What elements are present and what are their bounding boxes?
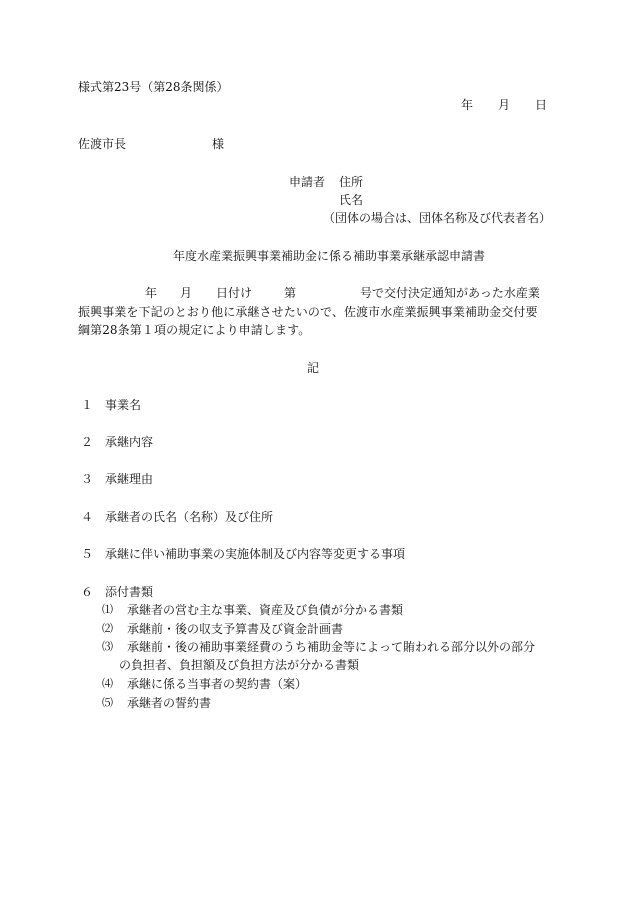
item-business-name: 事業名 — [105, 398, 142, 412]
addressee-name: 佐渡市長 — [78, 137, 127, 151]
applicant-address-label: 住所 — [339, 175, 364, 189]
item-number: ２ — [81, 435, 94, 449]
document-title: 年度水産業振興事業補助金に係る補助事業承継承認申請書 — [173, 249, 486, 263]
attachment-item: 承継前・後の収支予算書及び資金計画書 — [127, 622, 344, 636]
item-succession-reason: 承継理由 — [105, 472, 154, 486]
body-line1-rest: 号で交付決定通知があった水産業 — [360, 286, 540, 300]
item-changes: 承継に伴い補助事業の実施体制及び内容等変更する事項 — [105, 547, 406, 561]
addressee-honorific: 様 — [212, 137, 225, 151]
ki-heading: 記 — [307, 361, 320, 375]
applicant-label: 申請者 — [289, 175, 326, 189]
attachment-number: ⑸ — [102, 696, 113, 709]
item-number: ５ — [81, 547, 94, 561]
attachment-number: ⑷ — [102, 677, 113, 690]
applicant-name-label: 氏名 — [339, 193, 364, 207]
body-month-label: 月 — [180, 286, 193, 300]
attachment-number: ⑶ — [102, 640, 113, 653]
attachment-number: ⑴ — [102, 603, 113, 616]
item-number: ６ — [81, 585, 94, 599]
item-number: ４ — [81, 510, 94, 524]
item-successor-info: 承継者の氏名（名称）及び住所 — [105, 510, 274, 524]
date-day-label: 日 — [535, 98, 548, 112]
body-year-label: 年 — [145, 286, 158, 300]
date-month-label: 月 — [498, 98, 511, 112]
body-line3: 綱第28条第１項の規定により申請します。 — [78, 323, 311, 337]
date-year-label: 年 — [461, 98, 474, 112]
attachment-item-continuation: の負担者、負担額及び負担方法が分かる書類 — [119, 658, 360, 672]
applicant-note: （団体の場合は、団体名称及び代表者名） — [323, 211, 552, 225]
attachment-item: 承継に係る当事者の契約書（案） — [127, 677, 308, 691]
item-number: １ — [81, 398, 94, 412]
item-number: ３ — [81, 472, 94, 486]
body-date-label: 日付け — [216, 286, 253, 300]
form-number: 様式第23号（第28条関係） — [78, 80, 229, 94]
attachment-item: 承継者の誓約書 — [127, 696, 212, 710]
item-attachments: 添付書類 — [105, 585, 154, 599]
body-line2: 振興事業を下記のとおり他に承継させたいので、佐渡市水産業振興事業補助金交付要 — [78, 305, 538, 319]
attachment-number: ⑵ — [102, 622, 113, 635]
item-succession-content: 承継内容 — [105, 435, 154, 449]
attachment-item: 承継者の営む主な事業、資産及び負債が分かる書類 — [127, 603, 404, 617]
body-number-prefix: 第 — [284, 286, 297, 300]
attachment-item: 承継前・後の補助事業経費のうち補助金等によって賄われる部分以外の部分 — [127, 640, 536, 654]
